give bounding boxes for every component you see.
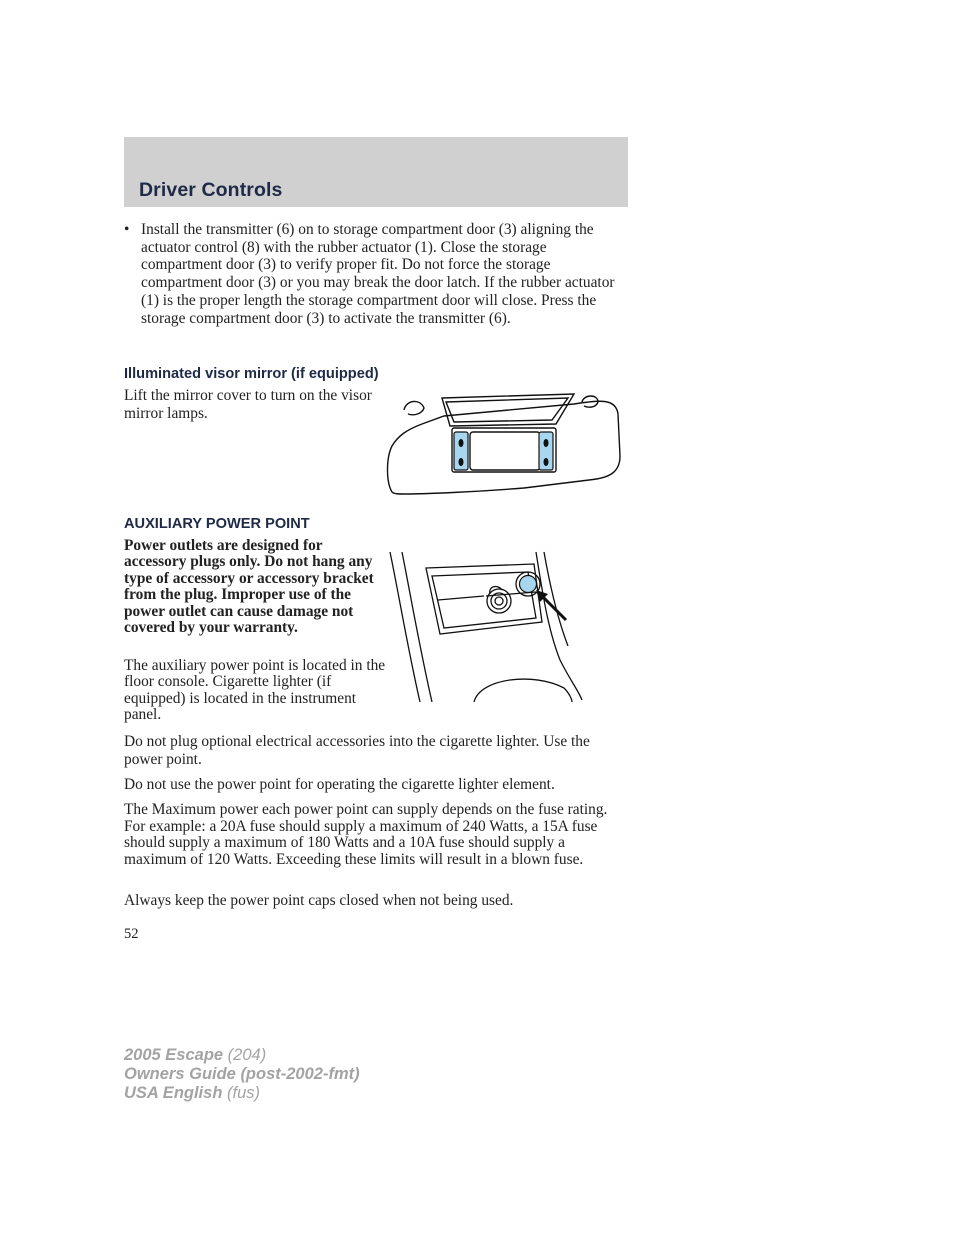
power-outlet-illustration (384, 550, 584, 705)
power-point-heading: AUXILIARY POWER POINT (124, 516, 310, 532)
power-point-location-text: The auxiliary power point is located in the floor console. Cigarette lighter (if equipped) is located in the instrument panel. (124, 657, 386, 724)
footer-line-3: USA English (fus) (124, 1084, 260, 1102)
document-footer (124, 1046, 360, 1103)
lighter-element-note: Do not use the power point for operating the cigarette lighter element. (124, 776, 555, 793)
footer-line-1: 2005 Escape (204) (124, 1046, 267, 1064)
section-header-band (124, 137, 628, 207)
caps-closed-note: Always keep the power point caps closed when not being used. (124, 892, 514, 909)
visor-mirror-illustration (384, 386, 624, 498)
page-number: 52 (124, 926, 139, 942)
lighter-usage-note: Do not plug optional electrical accessories into the cigarette lighter. Use the power point. (124, 733, 590, 768)
bullet-text: Install the transmitter (6) on to storage compartment door (3) aligning the actuator control (8) with the rubber actuator (1). Close the storage compartment door (3) to verify proper fit. Do not force the storage compartment door (3) or you may break the door latch. If the rubber actuator (1) is the proper length the storage compartment door will close. Press the storage compartment door (3) to activate the transmitter (6). (141, 221, 615, 327)
power-point-warning: Power outlets are designed for accessory plugs only. Do not hang any type of accessory or accessory bracket from the plug. Improper use of the power outlet can cause damage not covered by your warranty. (124, 537, 374, 637)
visor-mirror-text: Lift the mirror cover to turn on the visor mirror lamps. (124, 387, 372, 422)
fuse-rating-paragraph: The Maximum power each power point can supply depends on the fuse rating. For example: a 20A fuse should supply a maximum of 240 Watts, a 15A fuse should supply a maximum of 180 Watts and a 10A fuse should supply a maximum of 120 Watts. Exceeding these limits will result in a blown fuse. (124, 801, 608, 868)
visor-mirror-heading: Illuminated visor mirror (if equipped) (124, 366, 379, 382)
section-title: Driver Controls (139, 179, 283, 201)
bullet-marker: • (124, 221, 130, 238)
footer-line-2: Owners Guide (post-2002-fmt) (124, 1065, 360, 1083)
